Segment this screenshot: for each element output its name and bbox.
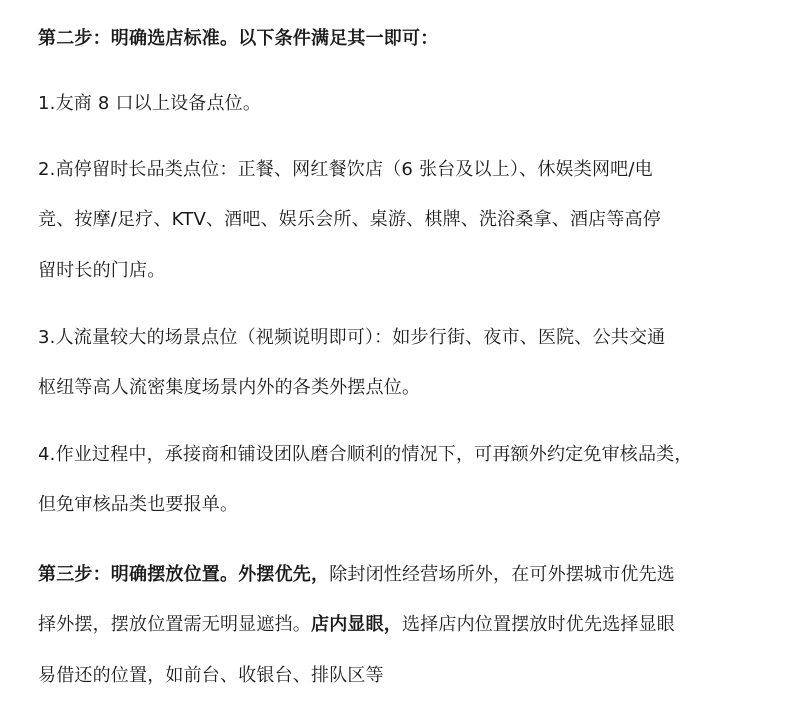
condition-2-line-1: 2.高停留时长品类点位：正餐、网红餐饮店（6 张台及以上）、休娱类网吧/电 [38, 159, 653, 180]
condition-4-line-2: 但免审核品类也要报单。 [38, 494, 239, 515]
condition-4-line-1: 4.作业过程中，承接商和铺设团队磨合顺利的情况下，可再额外约定免审核品类， [38, 444, 693, 465]
step3-line-3: 易借还的位置，如前台、收银台、排队区等 [38, 665, 384, 686]
step3-text: 除封闭性经营场所外，在可外摆城市优先选 [329, 564, 676, 585]
condition-3-line-1: 3.人流量较大的场景点位（视频说明即可）：如步行街、夜市、医院、公共交通 [38, 327, 666, 348]
step3-text: 择外摆，摆放位置需无明显遮挡。 [38, 614, 311, 635]
step2-heading: 第二步：明确选店标准。以下条件满足其一即可： [38, 28, 439, 49]
step3-heading: 第三步：明确摆放位置。外摆优先， [38, 564, 330, 585]
condition-2-line-3: 留时长的门店。 [38, 260, 166, 281]
condition-2-line-2: 竞、按摩/足疗、KTV、酒吧、娱乐会所、桌游、棋牌、洗浴桑拿、酒店等高停 [38, 209, 661, 230]
step3-line-1 [38, 563, 675, 587]
condition-1-line-1: 1.友商 8 口以上设备点位。 [38, 93, 262, 114]
step3-emphasis: 店内显眼， [311, 614, 402, 635]
condition-3-line-2: 枢纽等高人流密集度场景内外的各类外摆点位。 [38, 377, 421, 398]
step3-line-2 [38, 613, 675, 637]
step3-text: 选择店内位置摆放时优先选择显眼 [402, 614, 675, 635]
